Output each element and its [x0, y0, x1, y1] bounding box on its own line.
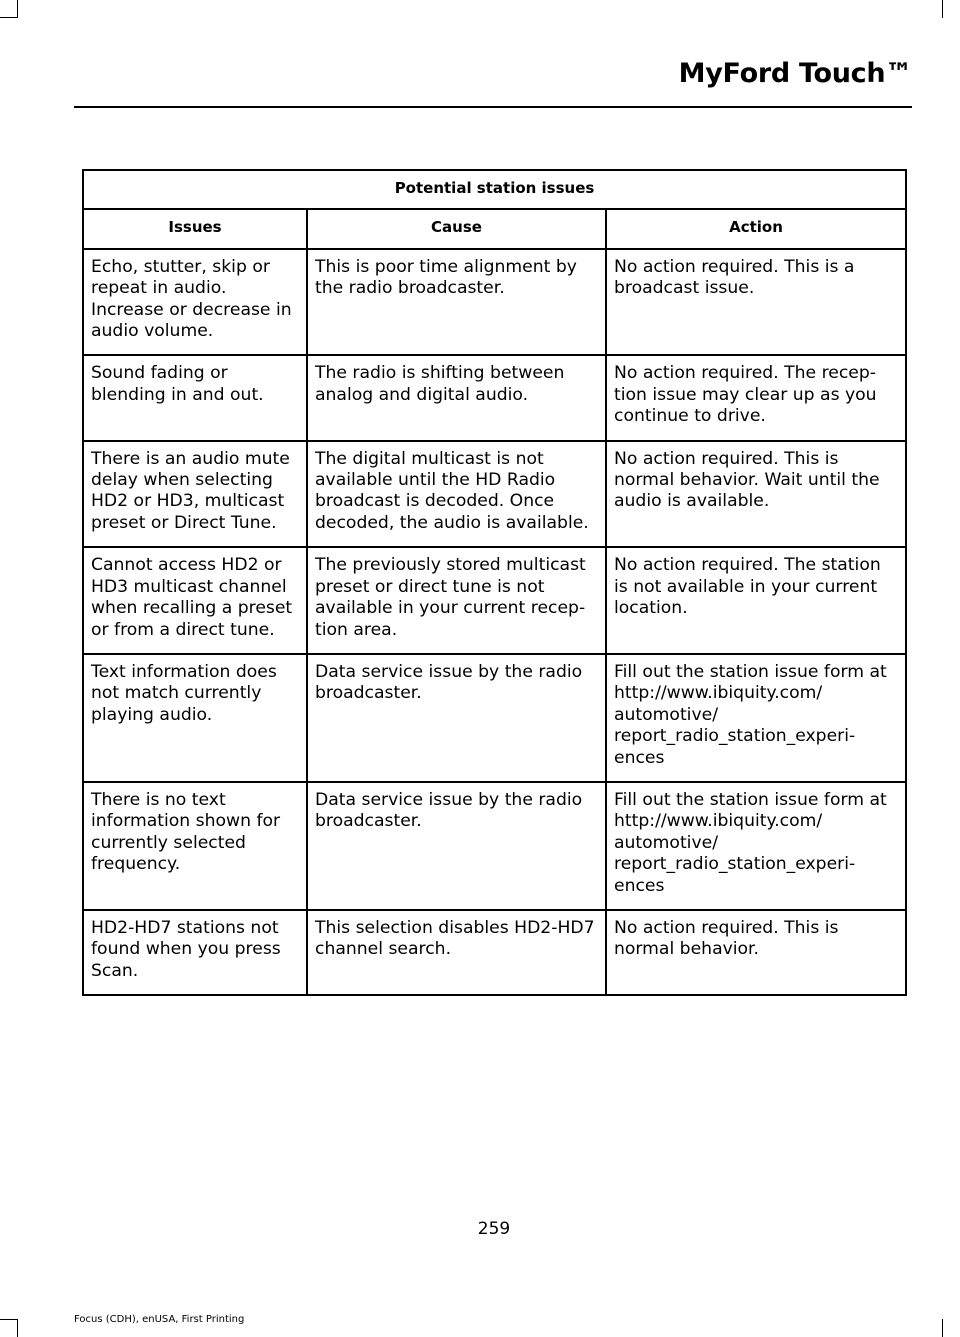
action-cell: No action required. The station is not available in your current location.	[606, 547, 906, 654]
table-title: Potential station issues	[83, 170, 906, 209]
cause-cell: The radio is shifting between analog and digital audio.	[307, 355, 606, 440]
crop-mark	[0, 17, 18, 18]
cause-cell: The digital multicast is not available until the HD Radio broadcast is decoded. Once decoded, the audio is available.	[307, 441, 606, 548]
page-header-title: MyFord Touch™	[678, 58, 912, 89]
cause-cell: This is poor time alignment by the radio broadcaster.	[307, 249, 606, 356]
table-title-row	[83, 170, 906, 209]
action-cell: No action required. The recep-tion issue may clear up as you continue to drive.	[606, 355, 906, 440]
action-cell: No action required. This is a broadcast issue.	[606, 249, 906, 356]
station-issues-table	[82, 169, 907, 996]
action-cell: No action required. This is normal behavior. Wait until the audio is available.	[606, 441, 906, 548]
action-cell: Fill out the station issue form at http://www.ibiquity.com/ automotive/ report_radio_station_experi-ences	[606, 782, 906, 910]
crop-mark	[17, 1319, 18, 1337]
header-divider	[74, 106, 912, 108]
cause-cell: Data service issue by the radio broadcaster.	[307, 782, 606, 910]
crop-mark	[17, 0, 18, 18]
cause-cell: This selection disables HD2-HD7 channel search.	[307, 910, 606, 995]
table-row	[83, 249, 906, 356]
crop-mark	[0, 1319, 18, 1320]
table-row	[83, 355, 906, 440]
cause-cell: The previously stored multicast preset or direct tune is not available in your current recep-tion area.	[307, 547, 606, 654]
table-row	[83, 441, 906, 548]
crop-mark	[942, 1319, 943, 1337]
column-header-row	[83, 209, 906, 248]
issue-cell: Text information does not match currently playing audio.	[83, 654, 307, 782]
column-header-issues: Issues	[83, 209, 307, 248]
footer-printing-info: Focus (CDH), enUSA, First Printing	[74, 1314, 245, 1325]
table-row	[83, 547, 906, 654]
table-row	[83, 910, 906, 995]
column-header-cause: Cause	[307, 209, 606, 248]
action-cell: Fill out the station issue form at http://www.ibiquity.com/ automotive/ report_radio_station_experi-ences	[606, 654, 906, 782]
issue-cell: HD2-HD7 stations not found when you press Scan.	[83, 910, 307, 995]
issue-cell: Echo, stutter, skip or repeat in audio. Increase or decrease in audio volume.	[83, 249, 307, 356]
action-cell: No action required. This is normal behavior.	[606, 910, 906, 995]
table-row	[83, 782, 906, 910]
cause-cell: Data service issue by the radio broadcaster.	[307, 654, 606, 782]
table-row	[83, 654, 906, 782]
column-header-action: Action	[606, 209, 906, 248]
page-number: 259	[477, 1219, 511, 1239]
crop-mark	[942, 0, 943, 18]
issue-cell: Cannot access HD2 or HD3 multicast channel when recalling a preset or from a direct tune.	[83, 547, 307, 654]
issue-cell: There is no text information shown for currently selected frequency.	[83, 782, 307, 910]
issue-cell: There is an audio mute delay when selecting HD2 or HD3, multicast preset or Direct Tune.	[83, 441, 307, 548]
issue-cell: Sound fading or blending in and out.	[83, 355, 307, 440]
